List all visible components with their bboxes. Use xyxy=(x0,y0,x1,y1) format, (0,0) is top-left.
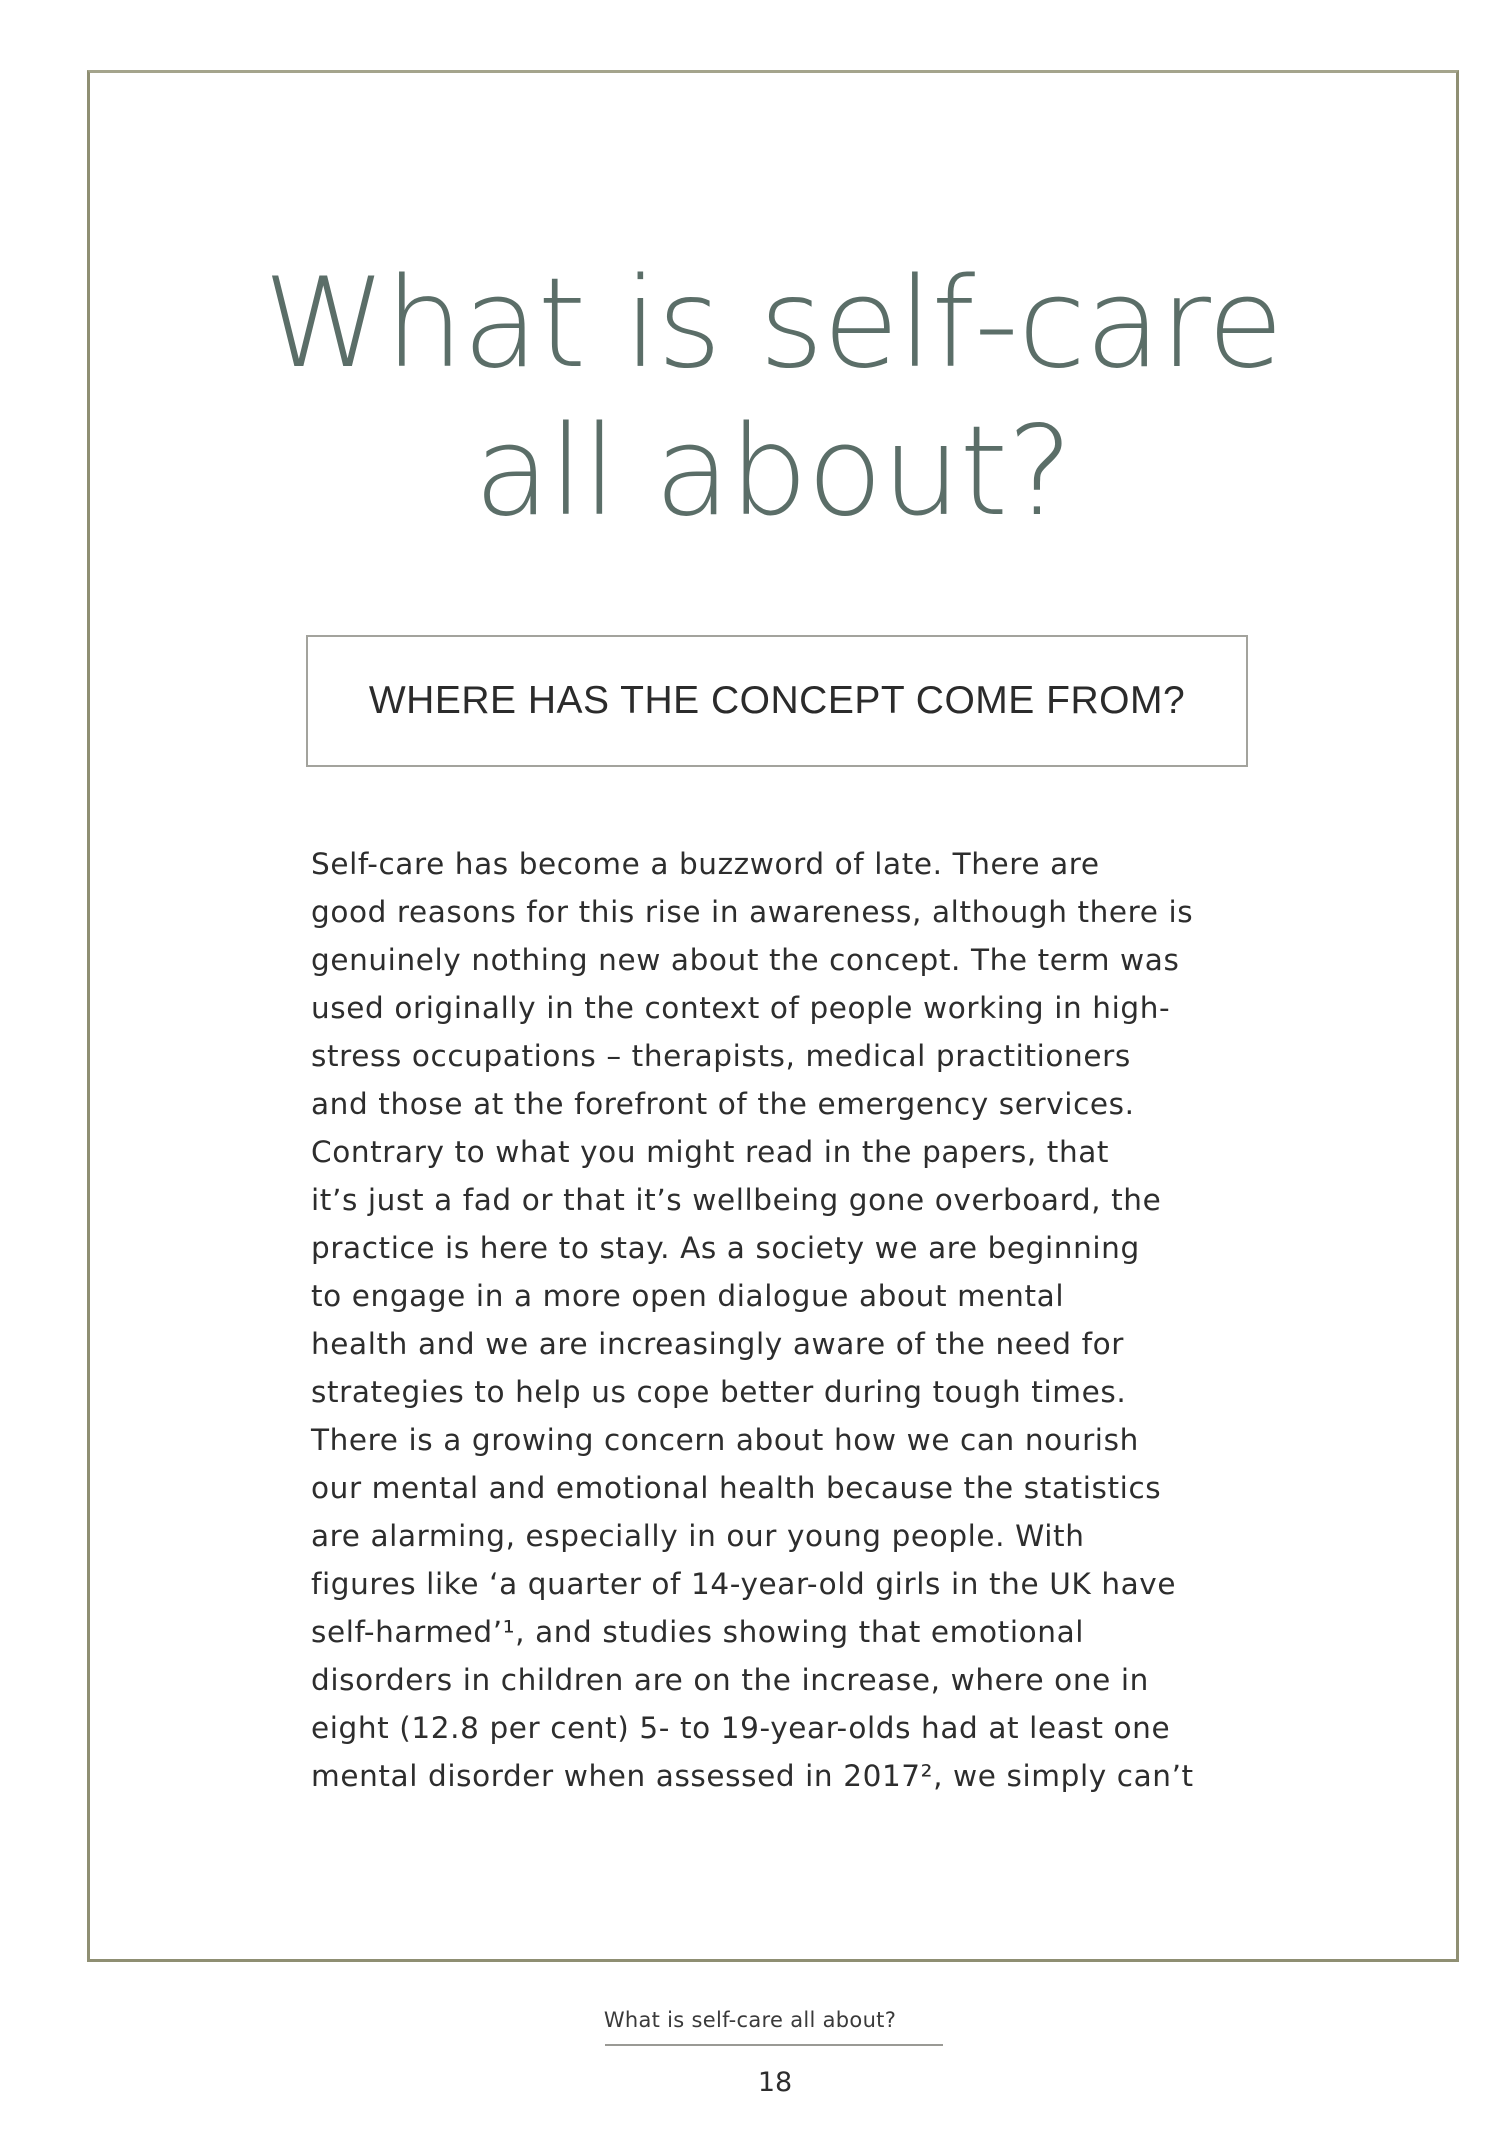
body-line: practice is here to stay. As a society we are beginning xyxy=(311,1231,1140,1265)
section-subheading: WHERE HAS THE CONCEPT COME FROM? xyxy=(368,679,1186,722)
body-line: it’s just a fad or that it’s wellbeing gone overboard, the xyxy=(311,1183,1162,1217)
body-line: good reasons for this rise in awareness, although there is xyxy=(311,895,1194,929)
body-line: eight (12.8 per cent) 5- to 19-year-olds had at least one xyxy=(311,1711,1171,1745)
body-line: to engage in a more open dialogue about mental xyxy=(311,1279,1065,1313)
title-line-2: all about? xyxy=(474,400,1072,544)
page-title xyxy=(87,250,1459,546)
subheading-box xyxy=(306,635,1248,767)
body-line: are alarming, especially in our young people. With xyxy=(311,1519,1085,1553)
body-line: and those at the forefront of the emergency services. xyxy=(311,1087,1135,1121)
body-line: mental disorder when assessed in 2017², we simply can’t xyxy=(311,1759,1194,1793)
body-line: strategies to help us cope better during tough times. xyxy=(311,1375,1127,1409)
body-line: figures like ‘a quarter of 14-year-old girls in the UK have xyxy=(311,1567,1177,1601)
body-line: our mental and emotional health because the statistics xyxy=(311,1471,1162,1505)
body-line: used originally in the context of people working in high- xyxy=(311,991,1171,1025)
title-line-1: What is self-care xyxy=(263,252,1283,396)
footer-divider xyxy=(605,2044,943,2046)
body-line: stress occupations – therapists, medical practitioners xyxy=(311,1039,1131,1073)
body-line: genuinely nothing new about the concept. The term was xyxy=(311,943,1180,977)
body-line: Contrary to what you might read in the papers, that xyxy=(311,1135,1110,1169)
body-line: disorders in children are on the increase, where one in xyxy=(311,1663,1149,1697)
body-line: There is a growing concern about how we can nourish xyxy=(311,1423,1139,1457)
body-line: self-harmed’¹, and studies showing that emotional xyxy=(311,1615,1085,1649)
page-number: 18 xyxy=(757,2067,793,2098)
body-line: health and we are increasingly aware of the need for xyxy=(311,1327,1124,1361)
body-line: Self-care has become a buzzword of late. There are xyxy=(311,847,1100,881)
running-footer-title: What is self-care all about? xyxy=(603,2008,897,2032)
body-paragraph xyxy=(311,840,1271,1800)
